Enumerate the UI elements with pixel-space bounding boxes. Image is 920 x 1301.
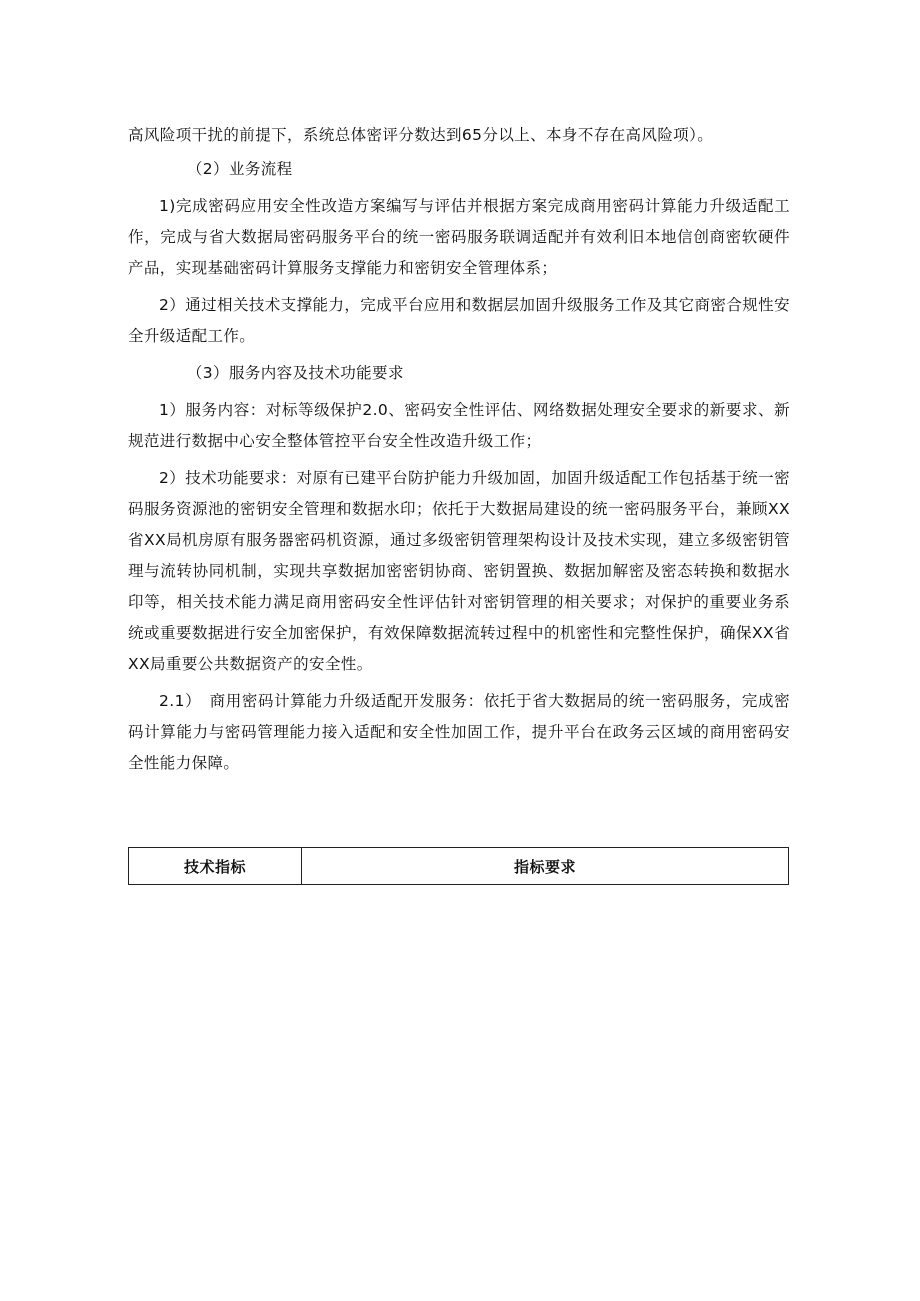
section-heading-service-content: （3）服务内容及技术功能要求 — [186, 364, 404, 382]
paragraph-crypto-service: 2.1） 商用密码计算能力升级适配开发服务：依托于省大数据局的统一密码服务，完成密码计算能力与密码管理能力接入适配和安全性加固工作，提升平台在政务云区域的商用密码安全性能力保障。 — [128, 692, 790, 772]
paragraph-service-content: 1）服务内容：对标等级保护2.0、密码安全性评估、网络数据处理安全要求的新要求、新规范进行数据中心安全整体管控平台安全性改造升级工作； — [128, 401, 790, 450]
paragraph-item-1: 1)完成密码应用安全性改造方案编写与评估并根据方案完成商用密码计算能力升级适配工作，完成与省大数据局密码服务平台的统一密码服务联调适配并有效利旧本地信创商密软硬件产品，实现基础密码计算服务支撑能力和密钥安全管理体系； — [128, 197, 790, 277]
spec-table — [128, 847, 789, 885]
paragraph-technical-requirements: 2）技术功能要求：对原有已建平台防护能力升级加固，加固升级适配工作包括基于统一密码服务资源池的密钥安全管理和数据水印；依托于大数据局建设的统一密码服务平台，兼顾XX省XX局机房原有服务器密码机资源，通过多级密钥管理架构设计及技术实现，建立多级密钥管理与流转协同机制，实现共享数据加密密钥协商、密钥置换、数据加解密及密态转换和数据水印等，相关技术能力满足商用密码安全性评估针对密钥管理的相关要求；对保护的重要业务系统或重要数据进行安全加密保护，有效保障数据流转过程中的机密性和完整性保护，确保XX省XX局重要公共数据资产的安全性。 — [128, 469, 790, 673]
paragraph-item-2: 2）通过相关技术支撑能力，完成平台应用和数据层加固升级服务工作及其它商密合规性安全升级适配工作。 — [128, 296, 790, 345]
table-header-indicator: 技术指标 — [129, 848, 302, 885]
section-heading-business-process: （2）业务流程 — [186, 160, 293, 178]
paragraph-continuation: 高风险项干扰的前提下，系统总体密评分数达到65分以上、本身不存在高风险项）。 — [128, 126, 714, 144]
table-header-row — [129, 848, 789, 885]
table-header-requirement: 指标要求 — [302, 848, 789, 885]
document-body — [128, 120, 790, 785]
